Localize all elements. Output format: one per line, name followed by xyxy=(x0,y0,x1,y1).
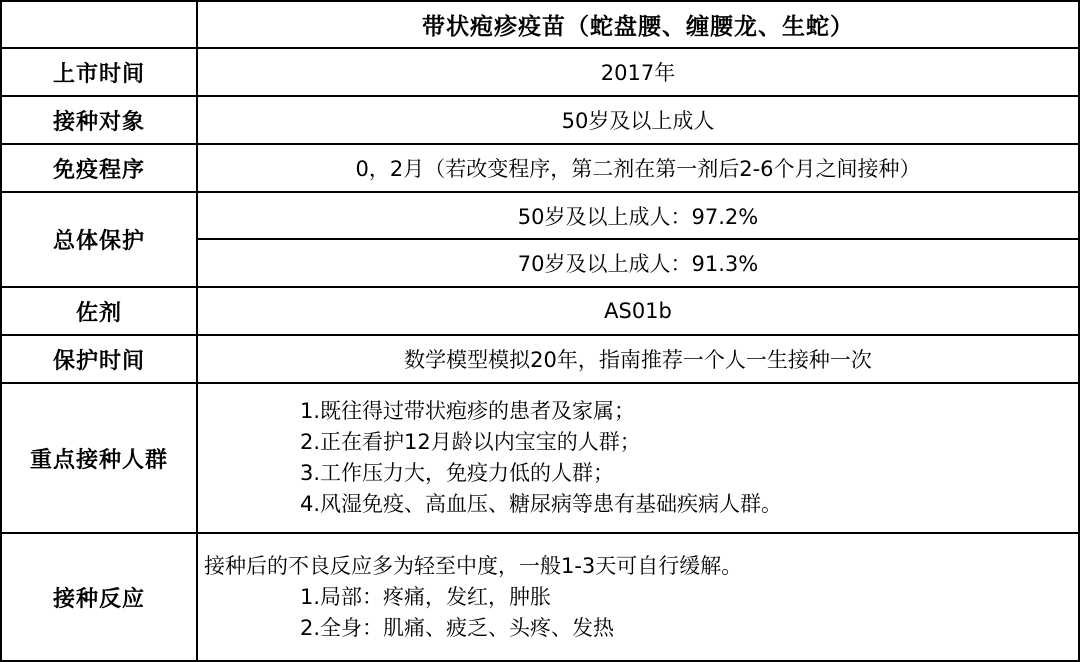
target-population-value: 50岁及以上成人 xyxy=(197,96,1079,144)
protection-value-50: 50岁及以上成人：97.2% xyxy=(197,192,1079,239)
overall-protection-label: 总体保护 xyxy=(1,192,197,287)
adjuvant-value: AS01b xyxy=(197,287,1079,335)
list-item: 1.局部：疼痛，发红，肿胀 xyxy=(300,584,552,609)
row-immunization-schedule xyxy=(1,144,1079,192)
protection-duration-value: 数学模型模拟20年，指南推荐一个人一生接种一次 xyxy=(197,335,1079,383)
launch-time-label: 上市时间 xyxy=(1,48,197,96)
row-adjuvant xyxy=(1,287,1079,335)
reactions-intro: 接种后的不良反应多为轻至中度，一般1-3天可自行缓解。 xyxy=(204,553,743,578)
protection-duration-label: 保护时间 xyxy=(1,335,197,383)
adjuvant-label: 佐剂 xyxy=(1,287,197,335)
schedule-value: 0，2月（若改变程序，第二剂在第一剂后2-6个月之间接种） xyxy=(197,144,1079,192)
list-item: 2.正在看护12月龄以内宝宝的人群； xyxy=(300,430,641,454)
header-empty-cell xyxy=(1,1,197,48)
row-launch-time xyxy=(1,48,1079,96)
row-key-groups xyxy=(1,383,1079,533)
row-overall-protection-1 xyxy=(1,192,1079,239)
target-population-label: 接种对象 xyxy=(1,96,197,144)
key-groups-list xyxy=(197,383,1079,533)
list-item: 4.风湿免疫、高血压、糖尿病等患有基础疾病人群。 xyxy=(300,492,783,516)
list-item: 2.全身：肌痛、疲乏、头疼、发热 xyxy=(300,615,615,640)
reactions-content xyxy=(197,533,1079,661)
table-title: 带状疱疹疫苗（蛇盘腰、缠腰龙、生蛇） xyxy=(197,1,1079,48)
row-reactions xyxy=(1,533,1079,661)
reactions-label: 接种反应 xyxy=(1,533,197,661)
row-protection-duration xyxy=(1,335,1079,383)
row-target-population xyxy=(1,96,1079,144)
protection-value-70: 70岁及以上成人：91.3% xyxy=(197,239,1079,287)
launch-time-value: 2017年 xyxy=(197,48,1079,96)
key-groups-label: 重点接种人群 xyxy=(1,383,197,533)
list-item: 3.工作压力大，免疫力低的人群； xyxy=(300,461,615,485)
list-item: 1.既往得过带状疱疹的患者及家属； xyxy=(300,399,636,423)
table-header-row xyxy=(1,1,1079,48)
schedule-label: 免疫程序 xyxy=(1,144,197,192)
